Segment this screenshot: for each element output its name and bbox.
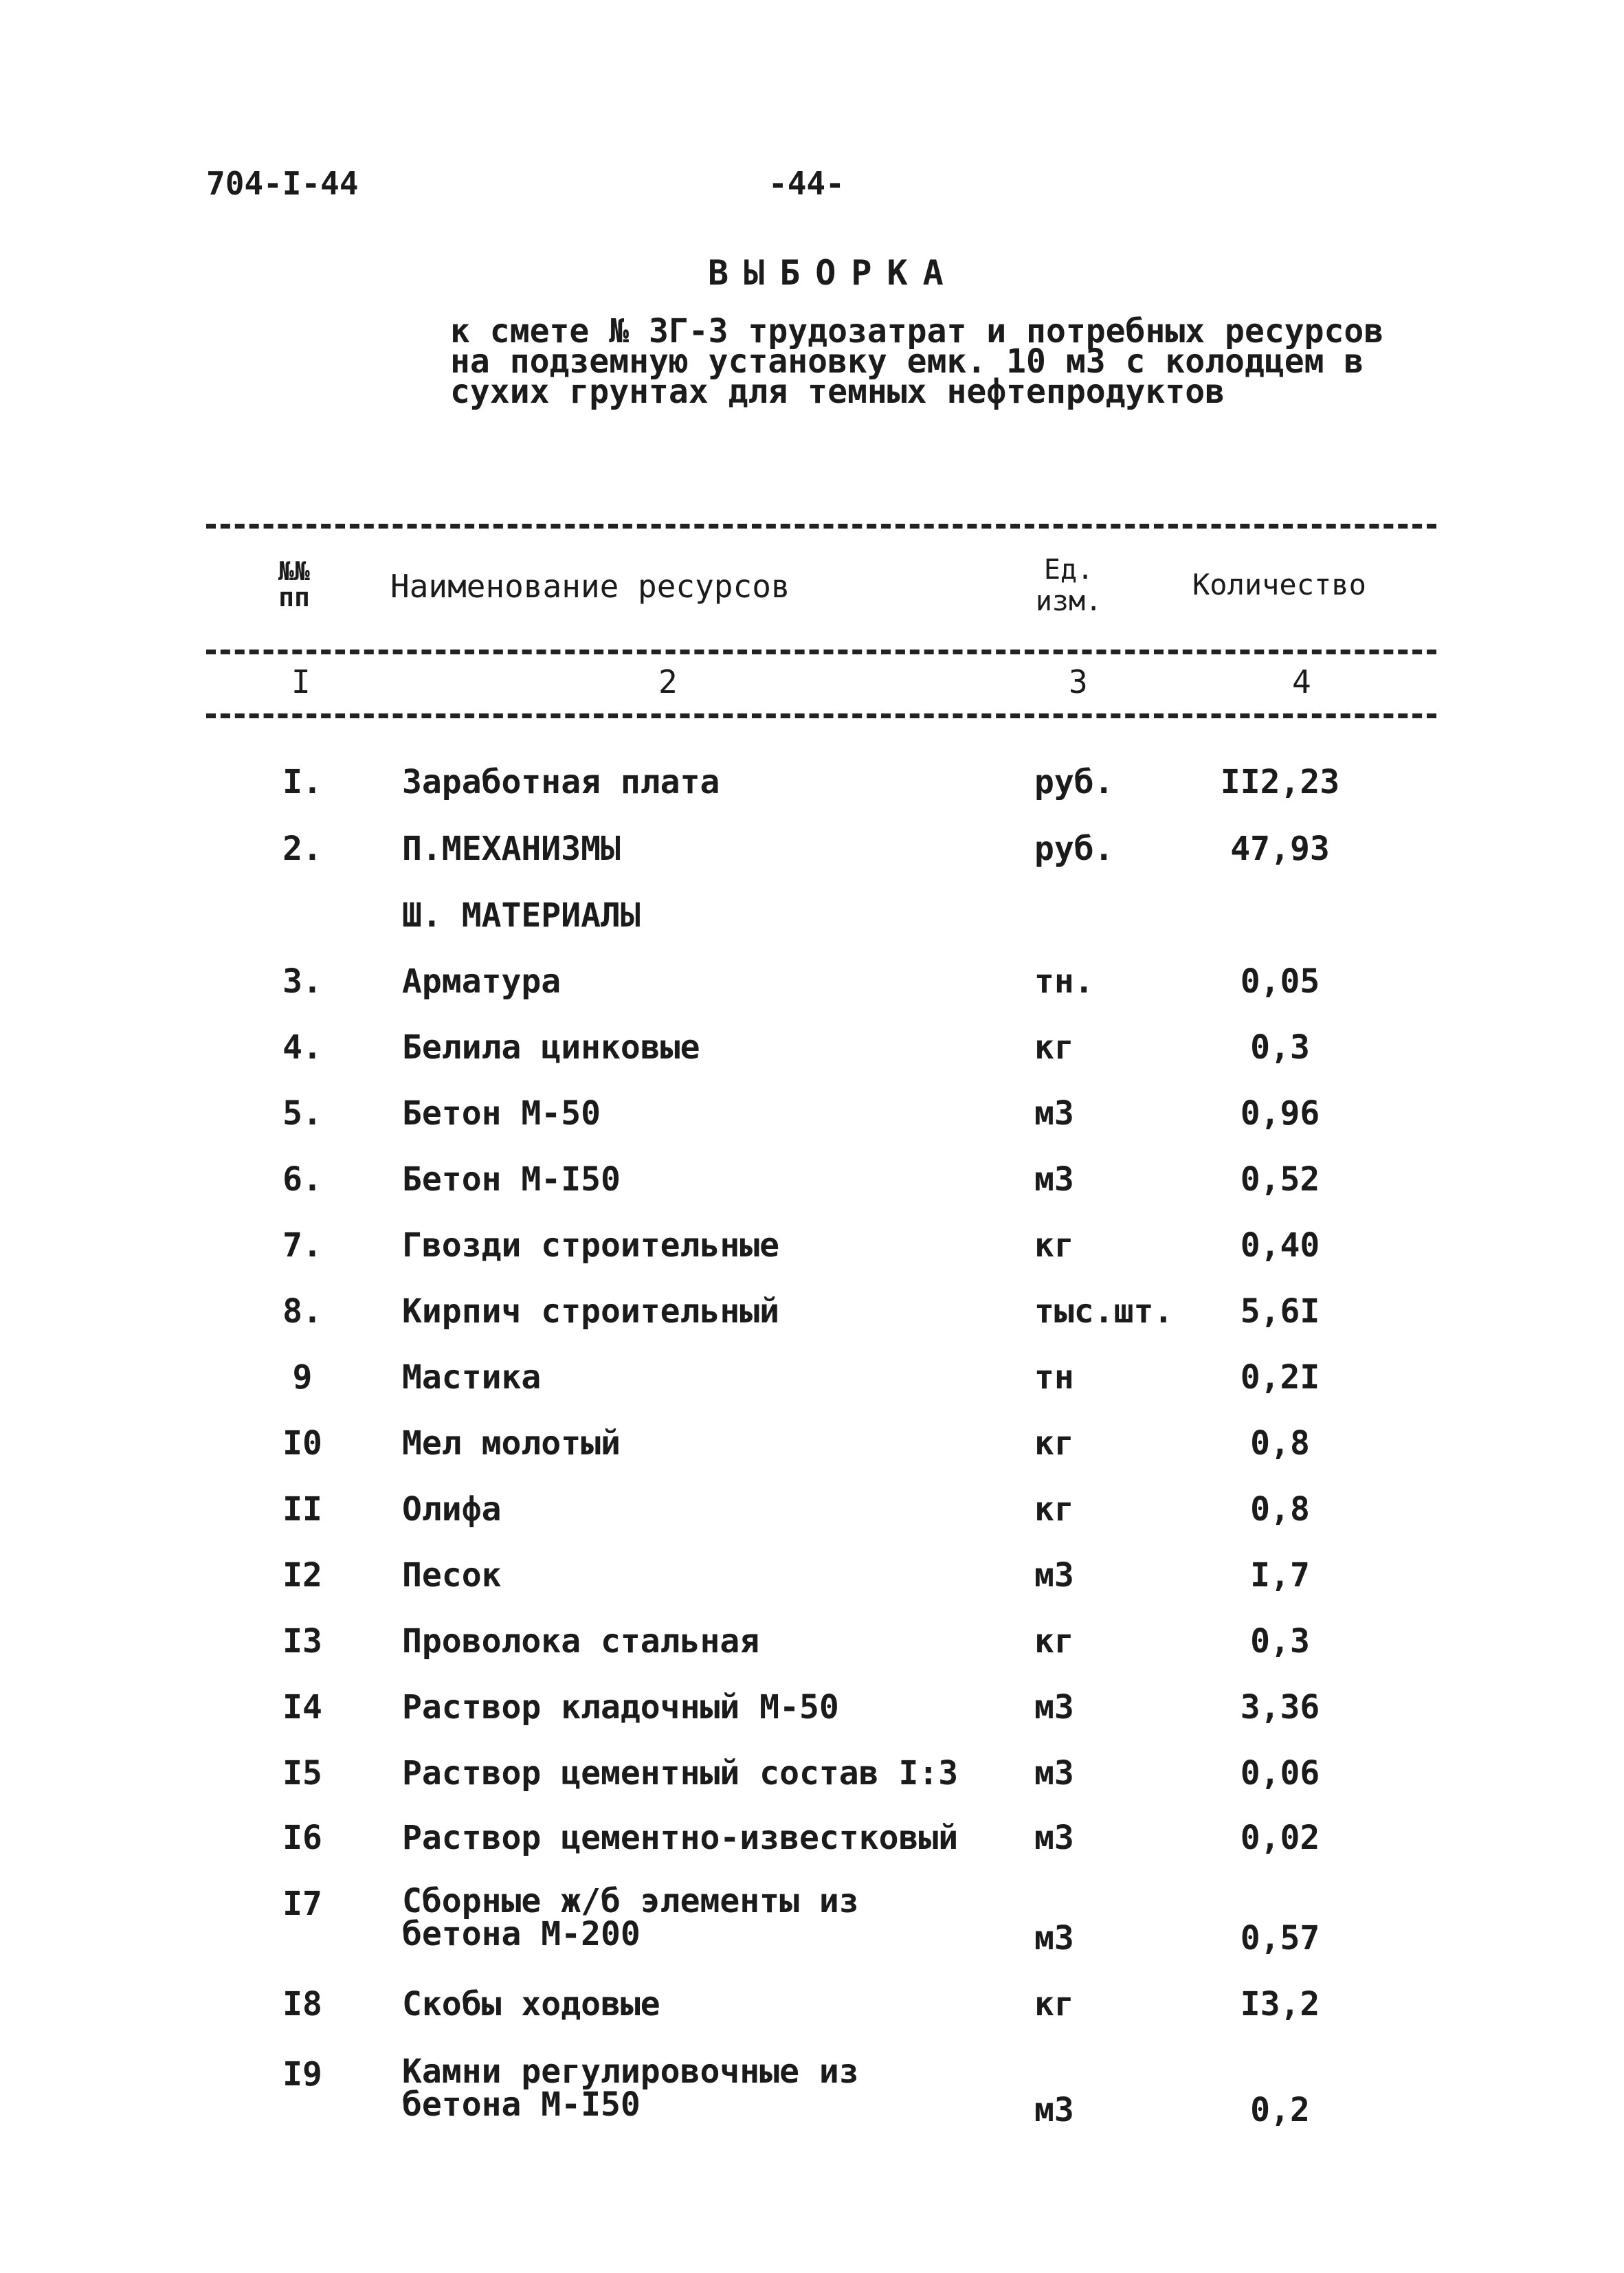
resource-quantity: 0,52 bbox=[1240, 1160, 1320, 1199]
resource-unit: кг bbox=[1034, 1226, 1074, 1265]
resource-quantity: 0,57 bbox=[1240, 1919, 1320, 1958]
resource-unit: м3 bbox=[1034, 1688, 1074, 1727]
resource-unit: м3 bbox=[1034, 1556, 1074, 1595]
resource-name: Раствор кладочный М-50 bbox=[402, 1688, 839, 1727]
resource-unit: кг bbox=[1034, 1424, 1074, 1463]
subtitle-line: на подземную установку емк. 10 м3 с колодцем в bbox=[450, 342, 1364, 381]
resource-unit: руб. bbox=[1034, 763, 1114, 801]
subtitle-line: сухих грунтах для темных нефтепродуктов bbox=[450, 373, 1225, 411]
row-number: I5 bbox=[282, 1754, 322, 1793]
document-title: ВЫБОРКА bbox=[708, 253, 959, 293]
resource-unit: м3 bbox=[1034, 2091, 1074, 2129]
resource-name-line: бетона М-200 bbox=[402, 1915, 641, 1953]
resource-name: Мел молотый bbox=[402, 1424, 621, 1463]
resource-name: Проволока стальная bbox=[402, 1622, 760, 1661]
section-heading: Ш. МАТЕРИАЛЫ bbox=[402, 896, 641, 935]
resource-quantity: II2,23 bbox=[1220, 763, 1340, 801]
resource-name: П.МЕХАНИЗМЫ bbox=[402, 830, 621, 868]
resource-name bbox=[402, 2052, 859, 2124]
resource-quantity: 0,05 bbox=[1240, 962, 1320, 1001]
table-top-rule bbox=[206, 524, 1436, 529]
resource-unit: тыс.шт. bbox=[1034, 1292, 1174, 1331]
row-number: II bbox=[282, 1490, 322, 1529]
document-subtitle bbox=[450, 312, 1426, 411]
resource-name: Мастика bbox=[402, 1358, 542, 1397]
resource-unit: кг bbox=[1034, 1622, 1074, 1661]
resource-name-line: бетона М-I50 bbox=[402, 2085, 641, 2124]
resource-name: Кирпич строительный bbox=[402, 1292, 780, 1331]
resource-name-line: Камни регулировочные из bbox=[402, 2052, 859, 2091]
resource-name bbox=[402, 1882, 859, 1953]
row-number: I8 bbox=[282, 1985, 322, 2023]
resource-name: Бетон М-I50 bbox=[402, 1160, 621, 1199]
resource-unit: тн bbox=[1034, 1358, 1074, 1397]
row-number: 3. bbox=[282, 962, 322, 1001]
resource-name-line: Сборные ж/б элементы из bbox=[402, 1882, 859, 1920]
header-unit bbox=[1024, 554, 1113, 617]
row-number: I2 bbox=[282, 1556, 322, 1595]
resource-quantity: I,7 bbox=[1250, 1556, 1310, 1595]
row-number: I4 bbox=[282, 1688, 322, 1727]
resource-name: Скобы ходовые bbox=[402, 1985, 660, 2023]
header-unit-line: Ед. bbox=[1043, 554, 1094, 586]
resource-unit: м3 bbox=[1034, 1160, 1074, 1199]
row-number: 6. bbox=[282, 1160, 322, 1199]
resource-quantity: 0,8 bbox=[1250, 1490, 1310, 1529]
header-qty: Количество bbox=[1192, 568, 1366, 601]
resource-quantity: 0,3 bbox=[1250, 1622, 1310, 1661]
resource-name: Раствор цементно-известковый bbox=[402, 1819, 959, 1857]
row-number: I. bbox=[282, 763, 322, 801]
row-number: 4. bbox=[282, 1028, 322, 1067]
resource-unit: м3 bbox=[1034, 1819, 1074, 1857]
resource-name: Гвозди строительные bbox=[402, 1226, 780, 1265]
resource-quantity: 0,2I bbox=[1240, 1358, 1320, 1397]
header-num-line: №№ bbox=[278, 556, 310, 586]
resource-quantity: 5,6I bbox=[1240, 1292, 1320, 1331]
page-number: -44- bbox=[768, 165, 845, 202]
resource-name: Заработная плата bbox=[402, 763, 720, 801]
subtitle-line: к смете № 3Г-3 трудозатрат и потребных ресурсов bbox=[450, 312, 1384, 351]
header-num bbox=[270, 558, 318, 610]
row-number: 5. bbox=[282, 1094, 322, 1133]
resource-quantity: 3,36 bbox=[1240, 1688, 1320, 1727]
row-number: 9 bbox=[292, 1358, 313, 1397]
row-number: I0 bbox=[282, 1424, 322, 1463]
resource-name: Песок bbox=[402, 1556, 502, 1595]
row-number: I9 bbox=[282, 2055, 322, 2094]
resource-quantity: 47,93 bbox=[1230, 830, 1330, 868]
resource-name: Раствор цементный состав I:3 bbox=[402, 1754, 959, 1793]
header-num-line: пп bbox=[278, 582, 310, 612]
column-number-4: 4 bbox=[1292, 663, 1311, 700]
column-number-1: I bbox=[291, 663, 311, 700]
resource-unit: кг bbox=[1034, 1490, 1074, 1529]
resource-name: Олифа bbox=[402, 1490, 502, 1529]
resource-quantity: 0,3 bbox=[1250, 1028, 1310, 1067]
resource-name: Бетон М-50 bbox=[402, 1094, 601, 1133]
row-number: 7. bbox=[282, 1226, 322, 1265]
resource-quantity: 0,40 bbox=[1240, 1226, 1320, 1265]
resource-quantity: 0,96 bbox=[1240, 1094, 1320, 1133]
column-number-2: 2 bbox=[658, 663, 678, 700]
resource-quantity: 0,8 bbox=[1250, 1424, 1310, 1463]
resource-quantity: 0,06 bbox=[1240, 1754, 1320, 1793]
resource-unit: кг bbox=[1034, 1028, 1074, 1067]
row-number: 2. bbox=[282, 830, 322, 868]
resource-unit: м3 bbox=[1034, 1094, 1074, 1133]
header-divider-rule bbox=[206, 650, 1436, 654]
row-number: 8. bbox=[282, 1292, 322, 1331]
resource-quantity: 0,2 bbox=[1250, 2091, 1310, 2129]
resource-unit: тн. bbox=[1034, 962, 1094, 1001]
row-number: I6 bbox=[282, 1819, 322, 1857]
column-number-3: 3 bbox=[1069, 663, 1088, 700]
row-number: I3 bbox=[282, 1622, 322, 1661]
resource-unit: м3 bbox=[1034, 1919, 1074, 1958]
row-number: I7 bbox=[282, 1885, 322, 1923]
resource-name: Арматура bbox=[402, 962, 561, 1001]
column-numbers-rule bbox=[206, 713, 1436, 718]
resource-quantity: I3,2 bbox=[1240, 1985, 1320, 2023]
header-name: Наименование ресурсов bbox=[390, 568, 790, 605]
document-code: 704-I-44 bbox=[206, 165, 359, 202]
resource-name: Белила цинковые bbox=[402, 1028, 700, 1067]
resource-unit: кг bbox=[1034, 1985, 1074, 2023]
resource-quantity: 0,02 bbox=[1240, 1819, 1320, 1857]
resource-unit: м3 bbox=[1034, 1754, 1074, 1793]
header-unit-line: изм. bbox=[1035, 586, 1102, 617]
resource-unit: руб. bbox=[1034, 830, 1114, 868]
